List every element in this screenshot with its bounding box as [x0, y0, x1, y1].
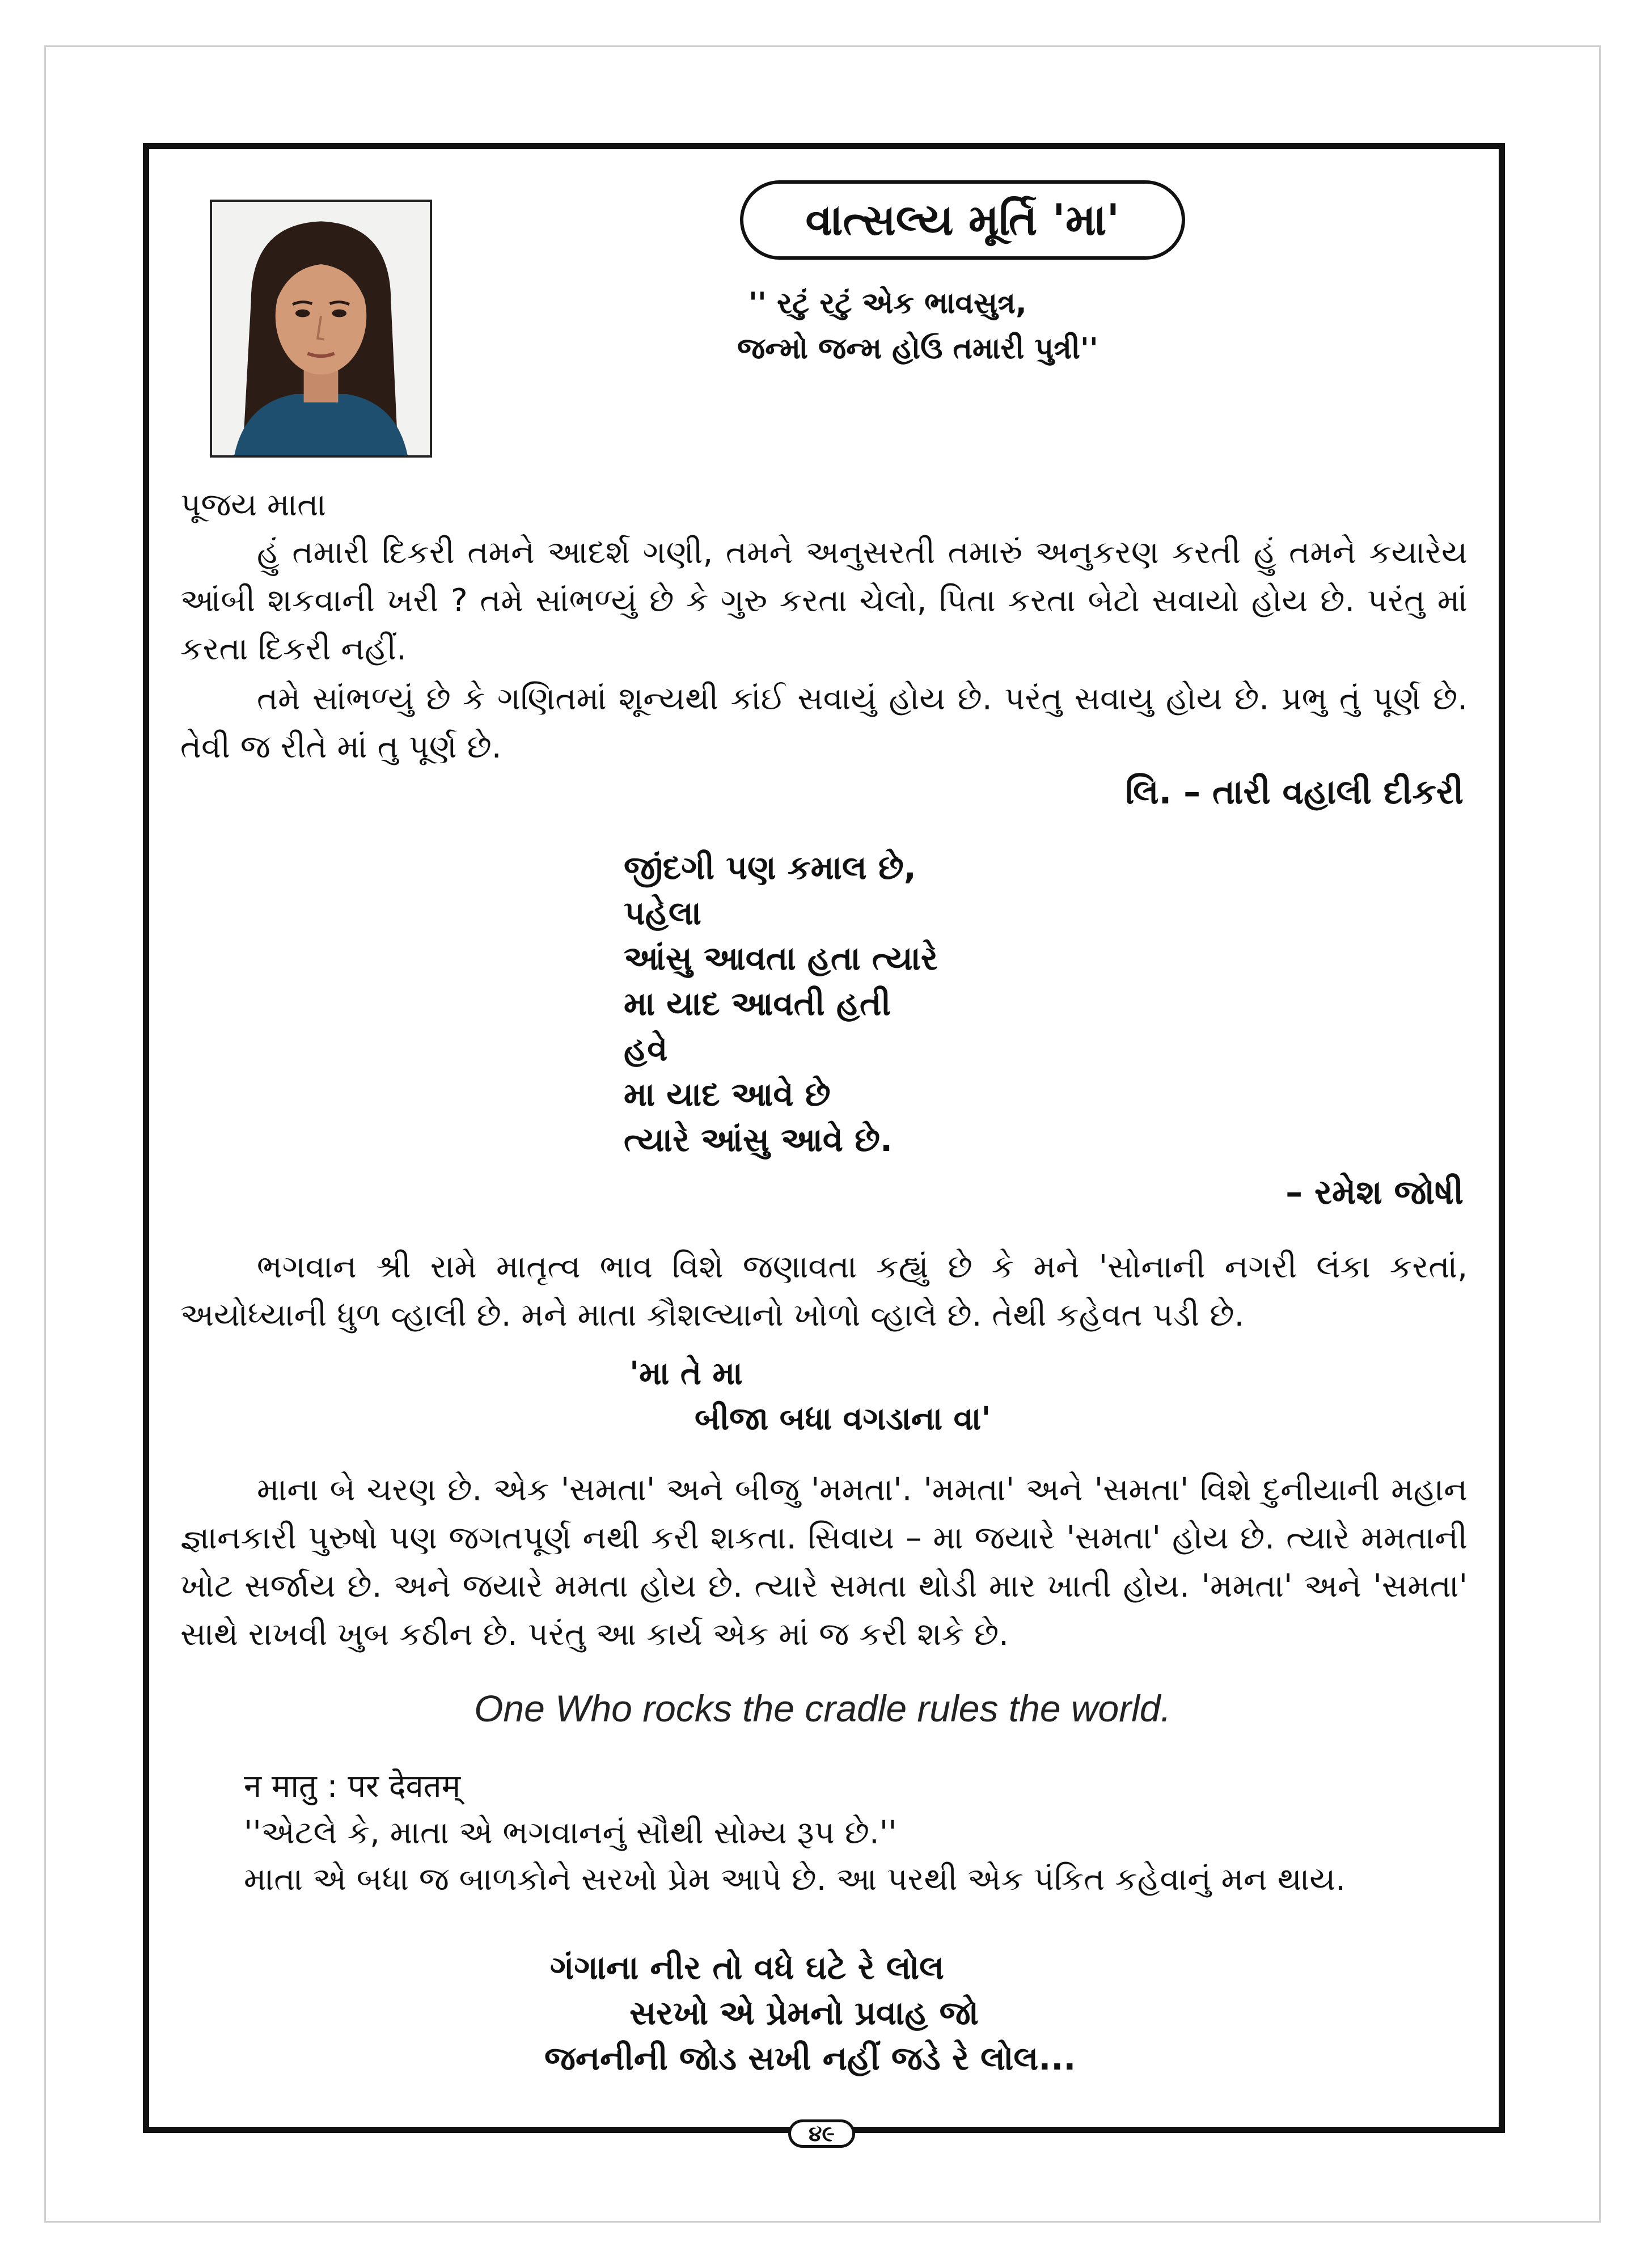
closing-poem-line-1: ગંગાના નીર તો વધે ઘટે રે લોલ [550, 1948, 944, 1987]
poem-author: – રમેશ જોષી [1285, 1173, 1464, 1212]
quote-line-2: જન્મો જન્મ હોઉ તમારી પુત્રી'' [737, 332, 1098, 366]
saying-line-1: 'મા તે મા [629, 1355, 743, 1392]
page-number: ૪૯ [788, 2119, 855, 2148]
ram-paragraph: ભગવાન શ્રી રામે માતૃત્વ ભાવ વિશે જણાવતા કહ્યું છે કે મને 'સોનાની નગરી લંકા કરતાં, અયોધ્યાની ધુળ વ્હાલી છે. મને માતા કૌશલ્યાનો ખોળો વ્હાલે છે. તેથી કહેવત પડી છે. [180, 1249, 1468, 1334]
poem-line: મા યાદ આવતી હતી [624, 984, 891, 1023]
saying-line-2: બીજા બધા વગડાના વા' [695, 1400, 991, 1437]
poem-line: પહેલા [624, 894, 701, 932]
closing-poem-line-2: સરખો એ પ્રેમનો પ્રવાહ જો [629, 1994, 979, 2032]
english-quote: One Who rocks the cradle rules the world. [474, 1687, 1171, 1729]
meaning-line: ''એટલે કે, માતા એ ભગવાનનું સૌથી સોમ્ય રૂપ છે.'' [244, 1814, 897, 1851]
poem-line: મા યાદ આવે છે [624, 1075, 831, 1114]
letter-salutation: પૂજય માતા [180, 486, 327, 523]
letter-paragraph-2: તમે સાંભળ્યું છે કે ગણિતમાં શૂન્યથી કાંઈ સવાયું હોય છે. પરંતુ સવાયુ હોય છે. પ્રભુ તું પૂર્ણ છે. તેવી જ રીતે માં તુ પૂર્ણ છે. [180, 680, 1468, 765]
mamta-samta-paragraph: માના બે ચરણ છે. એક 'સમતા' અને બીજુ 'મમતા'. 'મમતા' અને 'સમતા' વિશે દુનીયાની મહાન જ્ઞાનકારી પુરુષો પણ જગતપૂર્ણ નથી કરી શકતા. સિવાય – મા જયારે 'સમતા' હોય છે. ત્યારે મમતાની ખોટ સર્જાય છે. અને જયારે મમતા હોય છે. ત્યારે સમતા થોડી માર ખાતી હોય. 'મમતા' અને 'સમતા' સાથે રાખવી ખુબ કઠીન છે. પરંતુ આ કાર્ય એક માં જ કરી શકે છે. [180, 1471, 1468, 1653]
closing-paragraph: માતા એ બધા જ બાળકોને સરખો પ્રેમ આપે છે. આ પરથી એક પંકિત કહેવાનું મન થાય. [244, 1861, 1346, 1898]
poem-line: આંસુ આવતા હતા ત્યારે [624, 939, 938, 978]
sanskrit-line: न मातु : पर देवतम् [244, 1768, 461, 1805]
author-photo [210, 200, 432, 458]
poem-line: ત્યારે આંસુ આવે છે. [624, 1120, 893, 1159]
closing-poem-line-3: જનનીની જોડ સખી નહીં જડે રે લોલ... [544, 2039, 1076, 2077]
letter-signature: લિ. – તારી વહાલી દીકરી [1125, 772, 1464, 812]
letter-paragraph-1: હું તમારી દિકરી તમને આદર્શ ગણી, તમને અનુસરતી તમારું અનુકરણ કરતી હું તમને કયારેય આંબી શકવાની ખરી ? તમે સાંભળ્યું છે કે ગુરુ કરતા ચેલો, પિતા કરતા બેટો સવાયો હોય છે. પરંતુ માં કરતા દિકરી નહીં. [180, 534, 1468, 667]
page-title: વાત્સલ્ય મૂર્તિ 'મા' [740, 180, 1185, 260]
quote-line-1: '' રટું રટું એક ભાવસુત્ર, [749, 286, 1027, 320]
poem-line: હવે [624, 1030, 668, 1068]
poem-line: જીંદગી પણ કમાલ છે, [624, 848, 916, 887]
